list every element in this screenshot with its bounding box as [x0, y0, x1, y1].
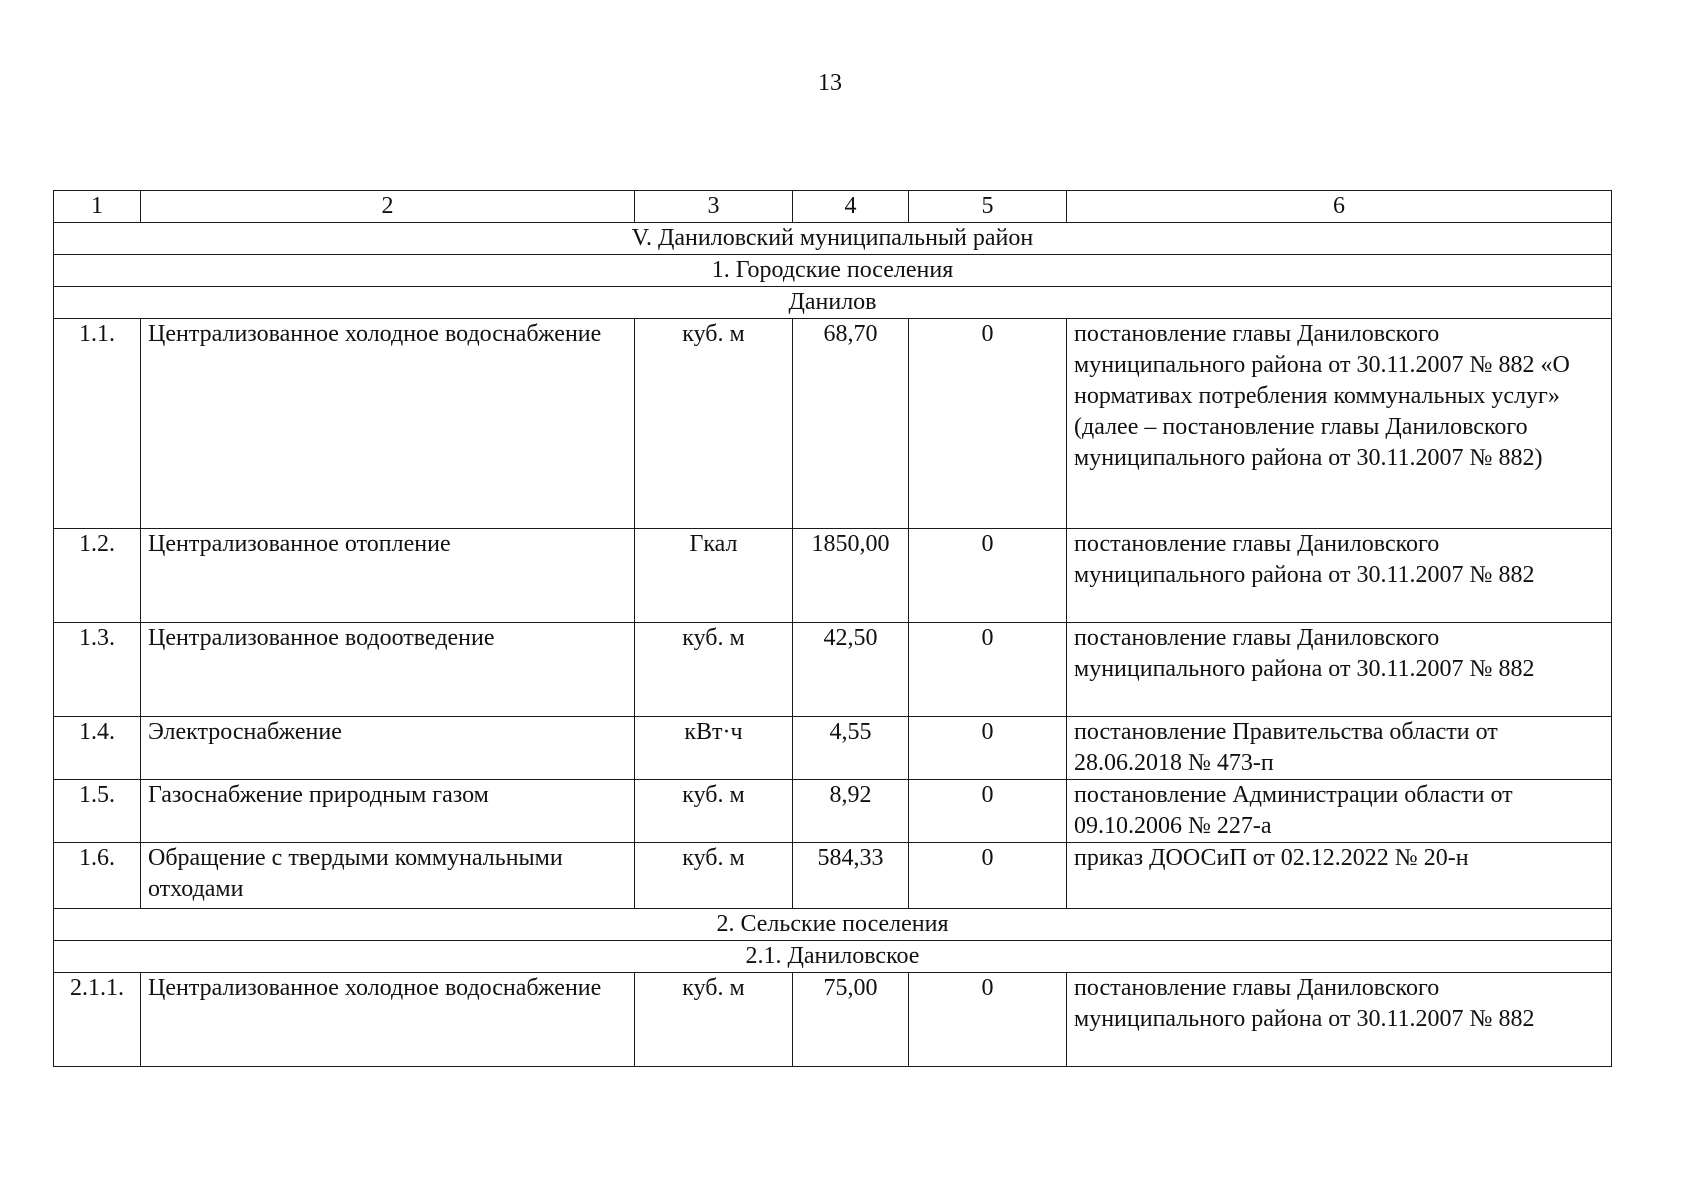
row-number: 1.1.: [54, 319, 141, 529]
unit-cell: Гкал: [635, 529, 793, 623]
norm-value: 68,70: [793, 319, 909, 529]
service-name: Централизованное холодное водоснабжение: [141, 973, 635, 1067]
legal-document: постановление главы Даниловского муниципального района от 30.11.2007 № 882: [1067, 973, 1612, 1067]
column5-value: 0: [909, 717, 1067, 780]
column-number-cell: 5: [909, 191, 1067, 223]
column-number-cell: 2: [141, 191, 635, 223]
legal-document: постановление Администрации области от 09.10.2006 № 227-а: [1067, 780, 1612, 843]
row-number: 1.2.: [54, 529, 141, 623]
service-name: Централизованное холодное водоснабжение: [141, 319, 635, 529]
district-heading: V. Даниловский муниципальный район: [54, 223, 1612, 255]
district-row: [54, 223, 1612, 255]
service-name: Централизованное отопление: [141, 529, 635, 623]
unit-cell: куб. м: [635, 623, 793, 717]
subsection-row: [54, 287, 1612, 319]
row-number: 1.3.: [54, 623, 141, 717]
row-number: 1.5.: [54, 780, 141, 843]
row-number: 1.4.: [54, 717, 141, 780]
unit-cell: куб. м: [635, 973, 793, 1067]
service-name: Электроснабжение: [141, 717, 635, 780]
table-row: [54, 717, 1612, 780]
norm-value: 1850,00: [793, 529, 909, 623]
subsection-heading: 2.1. Даниловское: [54, 941, 1612, 973]
column5-value: 0: [909, 319, 1067, 529]
page-number: 13: [818, 70, 842, 96]
column5-value: 0: [909, 529, 1067, 623]
table-row: [54, 780, 1612, 843]
column5-value: 0: [909, 973, 1067, 1067]
service-name: Газоснабжение природным газом: [141, 780, 635, 843]
norm-value: 584,33: [793, 843, 909, 909]
table-row: [54, 623, 1612, 717]
norm-value: 8,92: [793, 780, 909, 843]
legal-document: приказ ДООСиП от 02.12.2022 № 20-н: [1067, 843, 1612, 909]
table-row: [54, 529, 1612, 623]
table-row: [54, 973, 1612, 1067]
column5-value: 0: [909, 843, 1067, 909]
column5-value: 0: [909, 623, 1067, 717]
norms-table: [53, 190, 1612, 1067]
section-heading: 1. Городские поселения: [54, 255, 1612, 287]
column-number-cell: 6: [1067, 191, 1612, 223]
column-number-row: [54, 191, 1612, 223]
table-row: [54, 843, 1612, 909]
subsection-heading: Данилов: [54, 287, 1612, 319]
unit-cell: кВт·ч: [635, 717, 793, 780]
column-number-cell: 3: [635, 191, 793, 223]
subsection-row: [54, 941, 1612, 973]
section-heading: 2. Сельские поселения: [54, 909, 1612, 941]
unit-cell: куб. м: [635, 843, 793, 909]
service-name: Централизованное водоотведение: [141, 623, 635, 717]
row-number: 1.6.: [54, 843, 141, 909]
column5-value: 0: [909, 780, 1067, 843]
section-row: [54, 909, 1612, 941]
row-number: 2.1.1.: [54, 973, 141, 1067]
unit-cell: куб. м: [635, 319, 793, 529]
unit-cell: куб. м: [635, 780, 793, 843]
service-name: Обращение с твердыми коммунальными отходами: [141, 843, 635, 909]
norm-value: 75,00: [793, 973, 909, 1067]
column-number-cell: 1: [54, 191, 141, 223]
section-row: [54, 255, 1612, 287]
norm-value: 4,55: [793, 717, 909, 780]
legal-document: постановление главы Даниловского муниципального района от 30.11.2007 № 882 «О нормативах потребления коммунальных услуг» (далее – постановление главы Даниловского муниципального района от 30.11.2007 № 882): [1067, 319, 1612, 529]
legal-document: постановление главы Даниловского муниципального района от 30.11.2007 № 882: [1067, 529, 1612, 623]
legal-document: постановление Правительства области от 28.06.2018 № 473-п: [1067, 717, 1612, 780]
norm-value: 42,50: [793, 623, 909, 717]
legal-document: постановление главы Даниловского муниципального района от 30.11.2007 № 882: [1067, 623, 1612, 717]
table-row: [54, 319, 1612, 529]
column-number-cell: 4: [793, 191, 909, 223]
